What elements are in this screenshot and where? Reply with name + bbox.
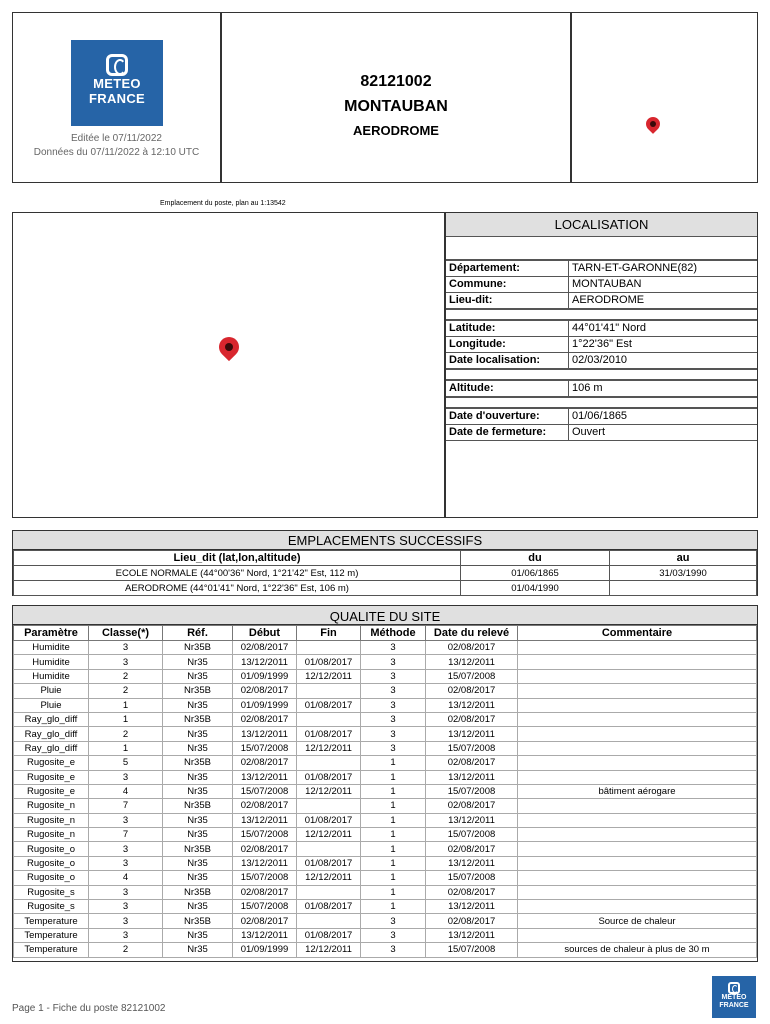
loc-row xyxy=(446,320,757,337)
cell xyxy=(297,641,361,655)
cell: Rugosite_e xyxy=(14,784,89,798)
cell: Ray_glo_diff xyxy=(14,741,89,755)
cell xyxy=(518,770,757,784)
cell: Pluie xyxy=(14,698,89,712)
col-header: Lieu_dit (lat,lon,altitude) xyxy=(14,551,461,566)
cell: 3 xyxy=(89,928,163,942)
cell xyxy=(297,799,361,813)
table-row xyxy=(14,799,757,813)
cell: Nr35 xyxy=(163,698,233,712)
emplacements-table xyxy=(13,550,757,596)
cell: Rugosite_o xyxy=(14,842,89,856)
table-row xyxy=(14,566,757,581)
cell: 12/12/2011 xyxy=(297,828,361,842)
loc-key: Commune: xyxy=(449,278,507,290)
cell: Rugosite_e xyxy=(14,756,89,770)
cell: Rugosite_s xyxy=(14,900,89,914)
table-header-row xyxy=(14,551,757,566)
cell: 02/08/2017 xyxy=(426,799,518,813)
loc-value: 02/03/2010 xyxy=(572,354,628,366)
cell xyxy=(518,756,757,770)
cell: 13/12/2011 xyxy=(426,813,518,827)
cell: 13/12/2011 xyxy=(426,856,518,870)
cell: 3 xyxy=(361,641,426,655)
cell: 02/08/2017 xyxy=(233,914,297,928)
localisation-panel xyxy=(445,212,758,518)
cell: 7 xyxy=(89,799,163,813)
cell: Pluie xyxy=(14,684,89,698)
cell: Nr35 xyxy=(163,669,233,683)
cell: 01/09/1999 xyxy=(233,669,297,683)
loc-key: Lieu-dit: xyxy=(449,294,493,306)
cell: 02/08/2017 xyxy=(233,684,297,698)
cell: 01/08/2017 xyxy=(297,727,361,741)
cell: Nr35 xyxy=(163,928,233,942)
cell xyxy=(518,885,757,899)
qualite-panel xyxy=(12,605,758,962)
cell: Rugosite_s xyxy=(14,885,89,899)
cell: 01/09/1999 xyxy=(233,698,297,712)
emplacements-panel xyxy=(12,530,758,596)
loc-key: Date localisation: xyxy=(449,354,541,366)
loc-value: 1°22'36" Est xyxy=(572,338,632,350)
cell: 02/08/2017 xyxy=(233,641,297,655)
meteo-france-symbol-icon xyxy=(728,982,740,994)
edited-date: Editée le 07/11/2022 xyxy=(70,133,162,144)
cell: 13/12/2011 xyxy=(426,655,518,669)
cell: Nr35B xyxy=(163,914,233,928)
cell xyxy=(518,655,757,669)
cell: Rugosite_n xyxy=(14,828,89,842)
cell: Nr35B xyxy=(163,712,233,726)
cell: 15/07/2008 xyxy=(233,900,297,914)
map-caption: Emplacement du poste, plan au 1:13542 xyxy=(160,200,286,207)
cell: 15/07/2008 xyxy=(426,741,518,755)
loc-value: 01/06/1865 xyxy=(572,410,628,422)
cell: 3 xyxy=(89,770,163,784)
cell xyxy=(518,799,757,813)
cell xyxy=(297,712,361,726)
cell: Temperature xyxy=(14,928,89,942)
cell: 3 xyxy=(361,943,426,957)
logo-line2: FRANCE xyxy=(89,91,145,106)
table-row xyxy=(14,770,757,784)
table-row xyxy=(14,641,757,655)
cell: 12/12/2011 xyxy=(297,669,361,683)
cell: 02/08/2017 xyxy=(233,842,297,856)
cell: Nr35B xyxy=(163,684,233,698)
cell: 15/07/2008 xyxy=(426,828,518,842)
cell: 01/08/2017 xyxy=(297,813,361,827)
data-time: Données du 07/11/2022 à 12:10 UTC xyxy=(33,147,200,158)
loc-value: MONTAUBAN xyxy=(572,278,642,290)
cell: 1 xyxy=(89,712,163,726)
loc-row xyxy=(446,260,757,277)
cell xyxy=(518,727,757,741)
cell: 4 xyxy=(89,871,163,885)
cell: 3 xyxy=(361,727,426,741)
cell xyxy=(518,684,757,698)
cell xyxy=(297,885,361,899)
cell xyxy=(518,900,757,914)
cell: Nr35 xyxy=(163,813,233,827)
logo-line1: METEO xyxy=(93,76,141,91)
cell: 13/12/2011 xyxy=(233,928,297,942)
cell: 01/08/2017 xyxy=(297,770,361,784)
cell: 1 xyxy=(361,885,426,899)
cell xyxy=(518,813,757,827)
loc-key: Latitude: xyxy=(449,322,496,334)
cell: 1 xyxy=(361,828,426,842)
cell: Rugosite_e xyxy=(14,770,89,784)
cell: 1 xyxy=(361,799,426,813)
localisation-title: LOCALISATION xyxy=(446,213,757,237)
header-mini-map xyxy=(571,12,758,183)
loc-key: Date d'ouverture: xyxy=(449,410,540,422)
cell: 13/12/2011 xyxy=(233,856,297,870)
cell: Nr35 xyxy=(163,655,233,669)
qualite-table xyxy=(13,625,757,958)
table-row xyxy=(14,928,757,942)
cell: Source de chaleur xyxy=(518,914,757,928)
col-header: Réf. xyxy=(163,626,233,641)
table-row xyxy=(14,581,757,596)
cell: 15/07/2008 xyxy=(426,784,518,798)
cell: Nr35 xyxy=(163,727,233,741)
spacer xyxy=(446,369,757,380)
cell: 02/08/2017 xyxy=(233,799,297,813)
cell: Nr35B xyxy=(163,799,233,813)
station-place: AERODROME xyxy=(353,123,439,138)
cell: 13/12/2011 xyxy=(233,727,297,741)
cell: 1 xyxy=(361,770,426,784)
cell: 02/08/2017 xyxy=(426,885,518,899)
cell: 3 xyxy=(89,885,163,899)
loc-row xyxy=(446,424,757,441)
cell xyxy=(518,842,757,856)
loc-key: Département: xyxy=(449,262,520,274)
cell: Nr35 xyxy=(163,871,233,885)
table-row xyxy=(14,669,757,683)
col-header: Date du relevé xyxy=(426,626,518,641)
cell: 1 xyxy=(361,900,426,914)
cell: Humidite xyxy=(14,641,89,655)
logo-line1: METEO xyxy=(721,994,747,1001)
cell: 02/08/2017 xyxy=(426,641,518,655)
cell: 12/12/2011 xyxy=(297,784,361,798)
cell: 3 xyxy=(89,655,163,669)
station-id: 82121002 xyxy=(360,73,432,90)
loc-key: Longitude: xyxy=(449,338,506,350)
cell: Nr35 xyxy=(163,943,233,957)
cell: 13/12/2011 xyxy=(233,770,297,784)
cell: 1 xyxy=(361,784,426,798)
cell: 12/12/2011 xyxy=(297,943,361,957)
cell: Nr35 xyxy=(163,741,233,755)
table-row xyxy=(14,914,757,928)
col-header: au xyxy=(610,551,757,566)
cell: bâtiment aérogare xyxy=(518,784,757,798)
meteo-france-symbol-icon xyxy=(106,54,128,76)
cell: 5 xyxy=(89,756,163,770)
col-header: Début xyxy=(233,626,297,641)
cell: 02/08/2017 xyxy=(426,842,518,856)
spacer xyxy=(446,397,757,408)
cell: 3 xyxy=(361,712,426,726)
cell: 13/12/2011 xyxy=(426,698,518,712)
cell: 3 xyxy=(361,698,426,712)
cell xyxy=(297,842,361,856)
cell: 1 xyxy=(89,741,163,755)
location-pin-icon xyxy=(643,114,663,134)
cell: Nr35 xyxy=(163,856,233,870)
qualite-title: QUALITE DU SITE xyxy=(13,606,757,625)
cell: 01/08/2017 xyxy=(297,698,361,712)
cell: Nr35B xyxy=(163,756,233,770)
cell: 13/12/2011 xyxy=(426,770,518,784)
cell: 15/07/2008 xyxy=(233,871,297,885)
cell: Nr35 xyxy=(163,900,233,914)
table-header-row xyxy=(14,626,757,641)
cell: 3 xyxy=(89,641,163,655)
table-row xyxy=(14,712,757,726)
cell: 15/07/2008 xyxy=(233,784,297,798)
loc-row xyxy=(446,292,757,309)
cell: Nr35B xyxy=(163,842,233,856)
cell: 01/08/2017 xyxy=(297,655,361,669)
loc-value: TARN-ET-GARONNE(82) xyxy=(572,262,698,274)
cell: 01/06/1865 xyxy=(461,566,610,581)
header-title-panel xyxy=(221,12,571,183)
cell: 12/12/2011 xyxy=(297,741,361,755)
cell: 15/07/2008 xyxy=(233,828,297,842)
cell: 3 xyxy=(361,914,426,928)
col-header: Fin xyxy=(297,626,361,641)
footer-logo xyxy=(712,976,756,1018)
cell: 01/08/2017 xyxy=(297,928,361,942)
loc-value: Ouvert xyxy=(572,426,606,438)
cell: 1 xyxy=(361,756,426,770)
cell xyxy=(518,641,757,655)
cell xyxy=(518,741,757,755)
cell xyxy=(297,684,361,698)
loc-row xyxy=(446,276,757,293)
cell: 1 xyxy=(361,871,426,885)
cell xyxy=(518,698,757,712)
cell xyxy=(518,928,757,942)
cell: 01/09/1999 xyxy=(233,943,297,957)
cell: 12/12/2011 xyxy=(297,871,361,885)
cell: Ray_glo_diff xyxy=(14,727,89,741)
cell: 13/12/2011 xyxy=(426,727,518,741)
col-header: Classe(*) xyxy=(89,626,163,641)
cell xyxy=(518,712,757,726)
cell: Humidite xyxy=(14,669,89,683)
table-row xyxy=(14,828,757,842)
cell: 3 xyxy=(361,655,426,669)
cell: 02/08/2017 xyxy=(426,914,518,928)
cell: 15/07/2008 xyxy=(426,871,518,885)
cell: 2 xyxy=(89,669,163,683)
cell: 1 xyxy=(361,842,426,856)
table-row xyxy=(14,871,757,885)
cell: 01/04/1990 xyxy=(461,581,610,596)
cell xyxy=(518,828,757,842)
station-map xyxy=(12,212,445,518)
cell xyxy=(518,669,757,683)
cell: 1 xyxy=(89,698,163,712)
cell: ECOLE NORMALE (44°00'36" Nord, 1°21'42" Est, 112 m) xyxy=(14,566,461,581)
cell xyxy=(518,856,757,870)
cell: Nr35B xyxy=(163,641,233,655)
cell: 01/08/2017 xyxy=(297,900,361,914)
cell: Temperature xyxy=(14,943,89,957)
table-row xyxy=(14,900,757,914)
cell: Nr35 xyxy=(163,828,233,842)
cell: 3 xyxy=(89,914,163,928)
cell: 1 xyxy=(361,813,426,827)
table-row xyxy=(14,943,757,957)
meteo-france-logo xyxy=(71,40,163,126)
cell: 1 xyxy=(361,856,426,870)
cell: Rugosite_o xyxy=(14,871,89,885)
table-row xyxy=(14,813,757,827)
cell: sources de chaleur à plus de 30 m xyxy=(518,943,757,957)
table-row xyxy=(14,741,757,755)
cell: 02/08/2017 xyxy=(426,712,518,726)
cell: 3 xyxy=(361,684,426,698)
logo-line2: FRANCE xyxy=(719,1002,749,1009)
cell: 13/12/2011 xyxy=(233,655,297,669)
spacer xyxy=(446,236,757,260)
table-row xyxy=(14,698,757,712)
cell: 02/08/2017 xyxy=(426,756,518,770)
cell: 31/03/1990 xyxy=(610,566,757,581)
emplacements-title: EMPLACEMENTS SUCCESSIFS xyxy=(13,531,757,550)
col-header: Commentaire xyxy=(518,626,757,641)
cell xyxy=(518,871,757,885)
cell: Temperature xyxy=(14,914,89,928)
spacer xyxy=(446,309,757,320)
cell: 02/08/2017 xyxy=(233,756,297,770)
cell: 3 xyxy=(361,928,426,942)
cell: Rugosite_o xyxy=(14,856,89,870)
table-row xyxy=(14,727,757,741)
cell: Nr35 xyxy=(163,770,233,784)
cell: Rugosite_n xyxy=(14,813,89,827)
cell: 2 xyxy=(89,727,163,741)
cell: Ray_glo_diff xyxy=(14,712,89,726)
table-row xyxy=(14,684,757,698)
table-row xyxy=(14,784,757,798)
cell: 15/07/2008 xyxy=(233,741,297,755)
table-row xyxy=(14,885,757,899)
col-header: du xyxy=(461,551,610,566)
cell xyxy=(297,756,361,770)
cell: 4 xyxy=(89,784,163,798)
cell: 3 xyxy=(89,842,163,856)
cell: 13/12/2011 xyxy=(233,813,297,827)
cell: 13/12/2011 xyxy=(426,928,518,942)
table-row xyxy=(14,856,757,870)
cell: 3 xyxy=(89,813,163,827)
cell: 2 xyxy=(89,684,163,698)
loc-row xyxy=(446,408,757,425)
cell: 3 xyxy=(361,669,426,683)
cell: 02/08/2017 xyxy=(233,885,297,899)
cell: 7 xyxy=(89,828,163,842)
cell: 3 xyxy=(89,900,163,914)
loc-row xyxy=(446,336,757,353)
page-footer: Page 1 - Fiche du poste 82121002 xyxy=(12,1003,166,1014)
cell: Rugosite_n xyxy=(14,799,89,813)
loc-value: 44°01'41" Nord xyxy=(572,322,647,334)
loc-value: AERODROME xyxy=(572,294,645,306)
cell: 2 xyxy=(89,943,163,957)
station-name: MONTAUBAN xyxy=(344,98,448,115)
loc-value: 106 m xyxy=(572,382,603,394)
col-header: Paramètre xyxy=(14,626,89,641)
station-pin-icon xyxy=(215,333,243,361)
cell: 15/07/2008 xyxy=(426,943,518,957)
loc-key: Date de fermeture: xyxy=(449,426,547,438)
table-row xyxy=(14,842,757,856)
cell: Nr35 xyxy=(163,784,233,798)
cell: 3 xyxy=(89,856,163,870)
cell: 02/08/2017 xyxy=(233,712,297,726)
header-logo-panel xyxy=(12,12,221,183)
loc-row xyxy=(446,352,757,369)
table-row xyxy=(14,756,757,770)
table-row xyxy=(14,655,757,669)
loc-row xyxy=(446,380,757,397)
cell xyxy=(297,914,361,928)
cell xyxy=(610,581,757,596)
cell: 13/12/2011 xyxy=(426,900,518,914)
cell: 15/07/2008 xyxy=(426,669,518,683)
loc-key: Altitude: xyxy=(449,382,494,394)
cell: 3 xyxy=(361,741,426,755)
cell: Nr35B xyxy=(163,885,233,899)
cell: 01/08/2017 xyxy=(297,856,361,870)
cell: Humidite xyxy=(14,655,89,669)
cell: 02/08/2017 xyxy=(426,684,518,698)
cell: AERODROME (44°01'41" Nord, 1°22'36" Est, 106 m) xyxy=(14,581,461,596)
col-header: Méthode xyxy=(361,626,426,641)
